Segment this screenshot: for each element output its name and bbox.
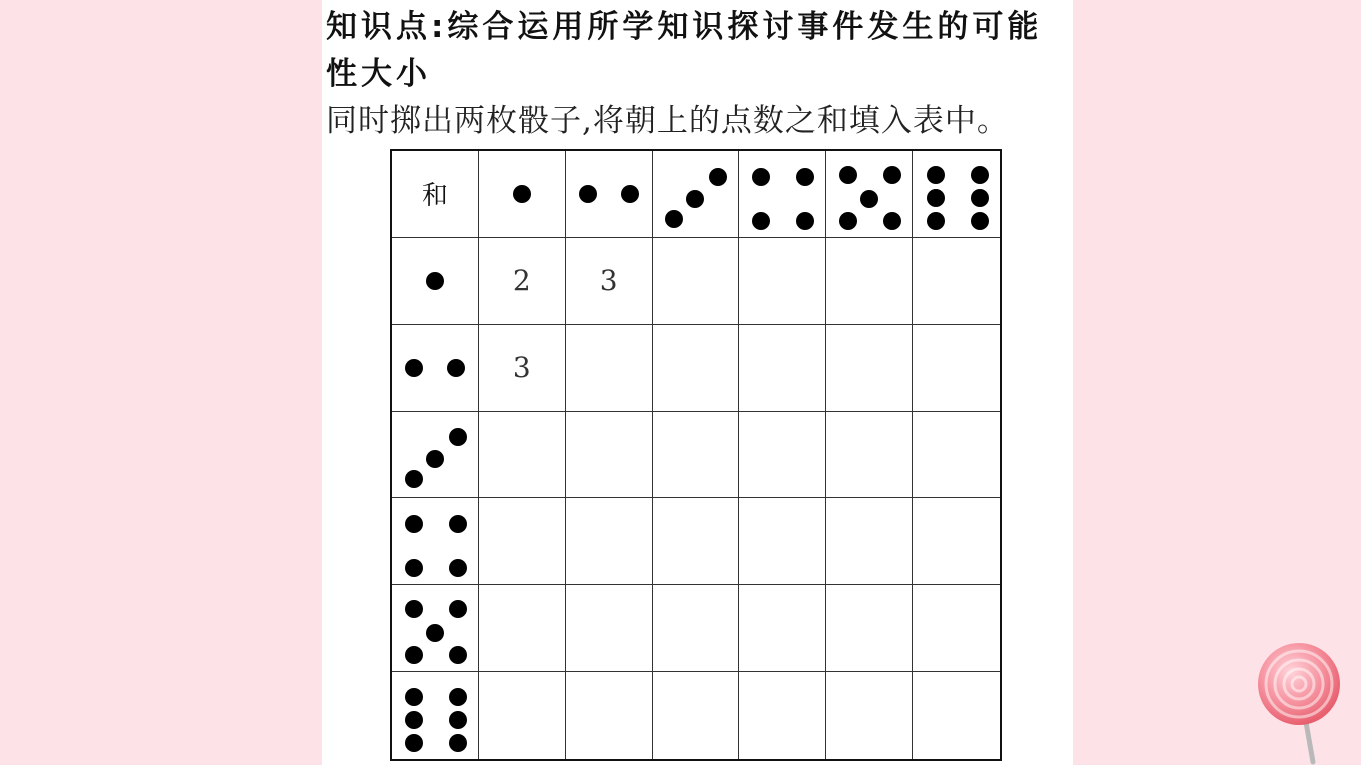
die-pip	[449, 600, 467, 618]
die-pip	[447, 359, 465, 377]
die-face-4-icon	[747, 159, 817, 229]
column-header	[653, 151, 740, 238]
sum-cell[interactable]	[479, 412, 566, 499]
sum-cell[interactable]	[566, 585, 653, 672]
die-face-1-icon	[487, 159, 557, 229]
sum-cell[interactable]	[479, 498, 566, 585]
die-pip	[405, 470, 423, 488]
sum-value: 2	[512, 264, 531, 298]
die-face-3-icon	[400, 419, 470, 489]
sum-cell[interactable]	[739, 325, 826, 412]
sum-cell[interactable]	[739, 498, 826, 585]
sum-cell[interactable]	[913, 412, 1000, 499]
die-face-2-icon	[574, 159, 644, 229]
die-pip	[426, 450, 444, 468]
sum-cell[interactable]	[826, 672, 913, 759]
sum-cell[interactable]	[566, 238, 653, 325]
sum-cell[interactable]	[913, 498, 1000, 585]
sum-cell[interactable]	[653, 238, 740, 325]
sum-cell[interactable]	[653, 325, 740, 412]
row-header	[392, 498, 479, 585]
die-face-6-icon	[922, 159, 992, 229]
sum-value: 3	[512, 351, 531, 385]
die-pip	[927, 166, 945, 184]
die-pip	[709, 168, 727, 186]
sum-cell[interactable]	[653, 498, 740, 585]
die-pip	[796, 212, 814, 230]
die-pip	[449, 515, 467, 533]
die-pip	[883, 212, 901, 230]
sum-cell[interactable]	[653, 412, 740, 499]
sum-cell[interactable]	[566, 672, 653, 759]
die-pip	[426, 272, 444, 290]
die-pip	[405, 688, 423, 706]
die-pip	[426, 624, 444, 642]
die-face-5-icon	[400, 593, 470, 663]
column-header	[739, 151, 826, 238]
die-pip	[405, 559, 423, 577]
die-pip	[686, 190, 704, 208]
sum-cell[interactable]	[826, 498, 913, 585]
sum-cell[interactable]	[566, 412, 653, 499]
die-face-2-icon	[400, 333, 470, 403]
column-header	[826, 151, 913, 238]
dice-sum-table	[390, 149, 1002, 761]
die-pip	[405, 711, 423, 729]
die-pip	[860, 190, 878, 208]
sum-cell[interactable]	[479, 585, 566, 672]
die-pip	[752, 212, 770, 230]
die-pip	[971, 189, 989, 207]
row-header	[392, 325, 479, 412]
die-pip	[405, 646, 423, 664]
sum-cell[interactable]	[566, 325, 653, 412]
die-face-4-icon	[400, 506, 470, 576]
die-pip	[752, 168, 770, 186]
die-pip	[449, 559, 467, 577]
die-pip	[405, 734, 423, 752]
die-pip	[971, 166, 989, 184]
die-pip	[513, 185, 531, 203]
die-pip	[449, 428, 467, 446]
sum-cell[interactable]	[653, 585, 740, 672]
sum-cell[interactable]	[739, 585, 826, 672]
corner-label: 和	[421, 181, 448, 212]
sum-cell[interactable]	[739, 238, 826, 325]
instruction-text: 同时掷出两枚骰子,将朝上的点数之和填入表中。	[326, 103, 1009, 139]
row-header	[392, 672, 479, 759]
row-header	[392, 238, 479, 325]
die-pip	[579, 185, 597, 203]
row-header	[392, 585, 479, 672]
corner-cell	[392, 151, 479, 238]
die-pip	[621, 185, 639, 203]
die-face-5-icon	[834, 159, 904, 229]
die-pip	[883, 166, 901, 184]
sum-cell[interactable]	[826, 585, 913, 672]
die-pip	[839, 212, 857, 230]
column-header	[913, 151, 1000, 238]
column-header	[566, 151, 653, 238]
die-pip	[665, 210, 683, 228]
die-pip	[449, 646, 467, 664]
sum-cell[interactable]	[913, 325, 1000, 412]
die-pip	[449, 711, 467, 729]
die-face-6-icon	[400, 681, 470, 751]
column-header	[479, 151, 566, 238]
die-pip	[796, 168, 814, 186]
die-pip	[971, 212, 989, 230]
die-pip	[405, 515, 423, 533]
die-pip	[839, 166, 857, 184]
die-face-1-icon	[400, 246, 470, 316]
sum-cell[interactable]	[739, 412, 826, 499]
sum-cell[interactable]	[739, 672, 826, 759]
sum-cell[interactable]	[479, 238, 566, 325]
die-pip	[449, 688, 467, 706]
sum-cell[interactable]	[913, 585, 1000, 672]
sum-cell[interactable]	[566, 498, 653, 585]
die-pip	[927, 189, 945, 207]
lollipop-icon	[1255, 640, 1355, 765]
sum-cell[interactable]	[653, 672, 740, 759]
sum-cell[interactable]	[826, 325, 913, 412]
row-header	[392, 412, 479, 499]
sum-cell[interactable]	[479, 672, 566, 759]
sum-cell[interactable]	[913, 672, 1000, 759]
die-pip	[449, 734, 467, 752]
die-face-3-icon	[660, 159, 730, 229]
sum-value: 3	[599, 264, 618, 298]
die-pip	[405, 359, 423, 377]
die-pip	[405, 600, 423, 618]
sum-cell[interactable]	[479, 325, 566, 412]
sum-cell[interactable]	[913, 238, 1000, 325]
sum-cell[interactable]	[826, 412, 913, 499]
die-pip	[927, 212, 945, 230]
knowledge-point-heading: 知识点:综合运用所学知识探讨事件发生的可能性大小	[326, 9, 1043, 92]
sum-cell[interactable]	[826, 238, 913, 325]
